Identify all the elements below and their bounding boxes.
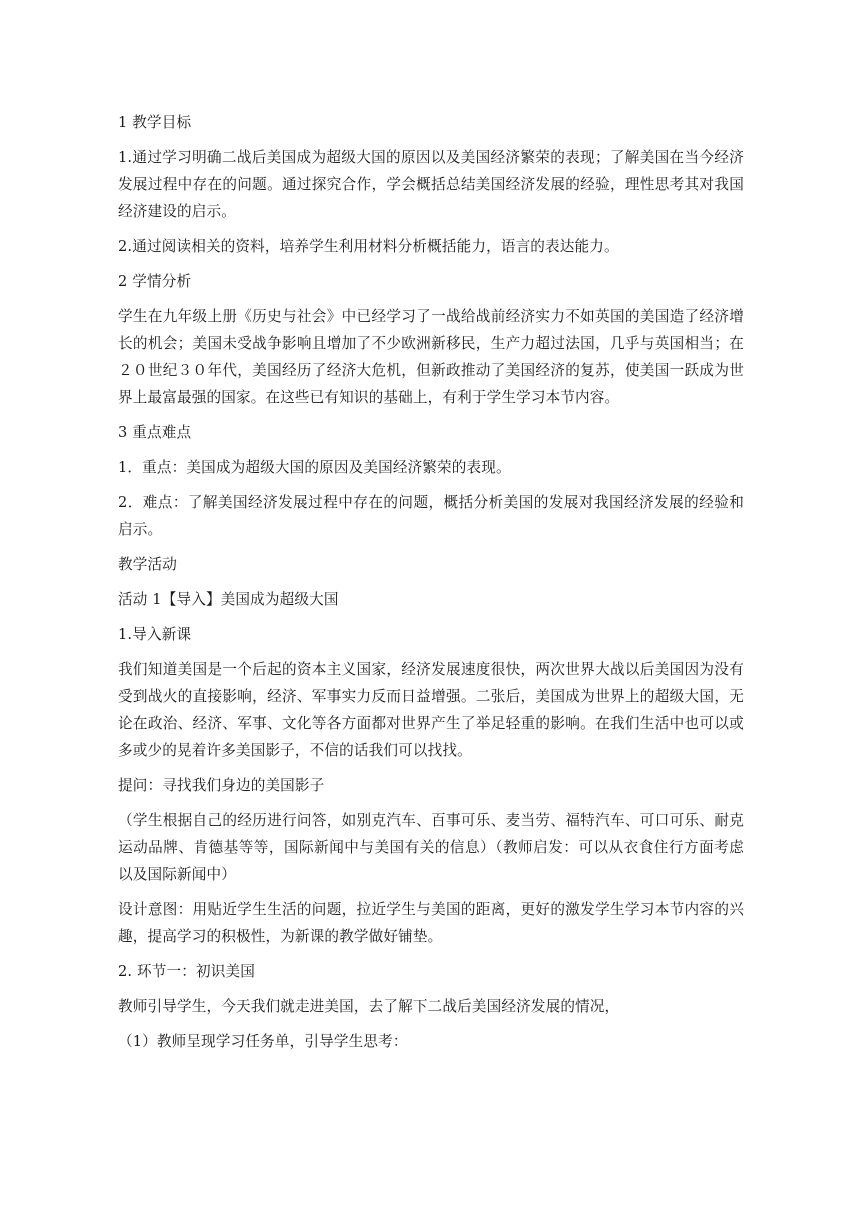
design-intent-paragraph: 设计意图：用贴近学生生活的问题，拉近学生与美国的距离，更好的激发学生学习本节内容的兴趣，提高学习的积极性，为新课的教学做好铺垫。 — [118, 901, 744, 945]
goal-paragraph-2: 2.通过阅读相关的资料，培养学生利用材料分析概括能力，语言的表达能力。 — [118, 238, 619, 255]
task-sheet-paragraph: （1）教师呈现学习任务单，引导学生思考： — [118, 1033, 408, 1050]
key-point-paragraph: 1．重点：美国成为超级大国的原因及美国经济繁荣的表现。 — [118, 459, 511, 476]
section-heading-teaching-activities: 教学活动 — [118, 556, 177, 573]
activity-heading: 活动 1【导入】美国成为超级大国 — [118, 591, 339, 608]
subheading-introduction: 1.导入新课 — [118, 626, 192, 643]
teacher-guide-paragraph: 教师引导学生，今天我们就走进美国，去了解下二战后美国经济发展的情况， — [118, 998, 620, 1015]
student-analysis-paragraph: 学生在九年级上册《历史与社会》中已经学习了一战给战前经济实力不如英国的美国造了经济增长的机会；美国未受战争影响且增加了不少欧洲新移民，生产力超过法国，几乎与英国相当；在２０世纪３０年代，美国经历了经济大危机，但新政推动了美国经济的复苏，使美国一跃成为世界上最富最强的国家。在这些已有知识的基础上，有利于学生学习本节内容。 — [118, 308, 744, 406]
section-heading-key-points: 3 重点难点 — [118, 424, 192, 441]
subheading-stage-one: 2. 环节一：初识美国 — [118, 963, 255, 980]
document-body — [118, 109, 744, 1063]
section-heading-teaching-goals: 1 教学目标 — [118, 114, 192, 131]
section-heading-student-analysis: 2 学情分析 — [118, 273, 192, 290]
difficulty-paragraph: 2．难点：了解美国经济发展过程中存在的问题，概括分析美国的发展对我国经济发展的经验和启示。 — [118, 494, 744, 538]
question-paragraph: 提问：寻找我们身边的美国影子 — [118, 777, 325, 794]
introduction-paragraph: 我们知道美国是一个后起的资本主义国家，经济发展速度很快，两次世界大战以后美国因为没有受到战火的直接影响，经济、军事实力反而日益增强。二张后，美国成为世界上的超级大国，无论在政治、经济、军事、文化等各方面都对世界产生了举足轻重的影响。在我们生活中也可以或多或少的晃着许多美国影子，不信的话我们可以找找。 — [118, 661, 744, 759]
student-answer-paragraph: （学生根据自己的经历进行问答，如别克汽车、百事可乐、麦当劳、福特汽车、可口可乐、耐克运动品牌、肯德基等等，国际新闻中与美国有关的信息）（教师启发：可以从衣食住行方面考虑以及国际新闻中） — [118, 812, 744, 883]
goal-paragraph-1: 1.通过学习明确二战后美国成为超级大国的原因以及美国经济繁荣的表现；了解美国在当今经济发展过程中存在的问题。通过探究合作，学会概括总结美国经济发展的经验，理性思考其对我国经济建设的启示。 — [118, 149, 744, 220]
